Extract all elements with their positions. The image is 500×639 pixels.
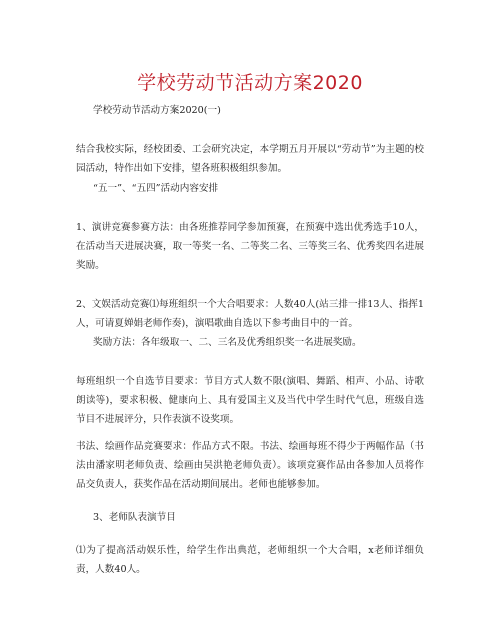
paragraph-entertainment-contest: 2、文娱活动竞赛⑴每班组织一个大合唱要求：人数40人(站三排一排13人、指挥1人，可请夏婵娟老师作奏)，演唱歌曲自选以下参考曲目中的一首。: [76, 299, 424, 330]
paragraph-calligraphy-painting: 书法、绘画作品竞赛要求：作品方式不限。书法、绘画每班不得少于两幅作品（书法由潘家明老师负责、绘画由吴洪艳老师负责）。该项竞赛作品由各参加人员将作品交负责人，获奖作品在活动期间展出。老师也能够参加。: [76, 441, 424, 491]
paragraph-intro: 结合我校实际，经校团委、工会研究决定，本学期五月开展以“劳动节”为主题的校园活动，特作出如下安排，望各班积极组织参加。: [76, 144, 424, 175]
paragraph-speech-contest: 1、演讲竞赛参赛方法：由各班推荐同学参加预赛，在预赛中选出优秀选手10人，在活动当天进展决赛，取一等奖一名、二等奖二名、三等奖三名、优秀奖四名进展奖励。: [76, 222, 424, 272]
document-subtitle: 学校劳动节活动方案2020(一): [93, 105, 221, 116]
paragraph-teacher-chorus: ⑴为了提高活动娱乐性，给学生作出典范，老师组织一个大合唱，x老师详细负责，人数40人。: [76, 545, 424, 576]
paragraph-award-method: 奖励方法：各年级取一、二、三名及优秀组织奖一名进展奖励。: [93, 337, 362, 348]
document-title: 学校劳动节活动方案2020: [137, 72, 363, 94]
paragraph-heading-activities: “五一”、“五四”活动内容安排: [93, 183, 219, 194]
paragraph-teacher-program-heading: 3、老师队表演节目: [93, 512, 176, 523]
paragraph-self-selected-program: 每班组织一个自选节目要求：节目方式人数不限(演唱、舞蹈、相声、小品、诗歌朗读等)，要求积极、健康向上、具有爱国主义及当代中学生时代气息，班级自选节目不进展评分，只作表演不设奖项。: [76, 376, 424, 426]
